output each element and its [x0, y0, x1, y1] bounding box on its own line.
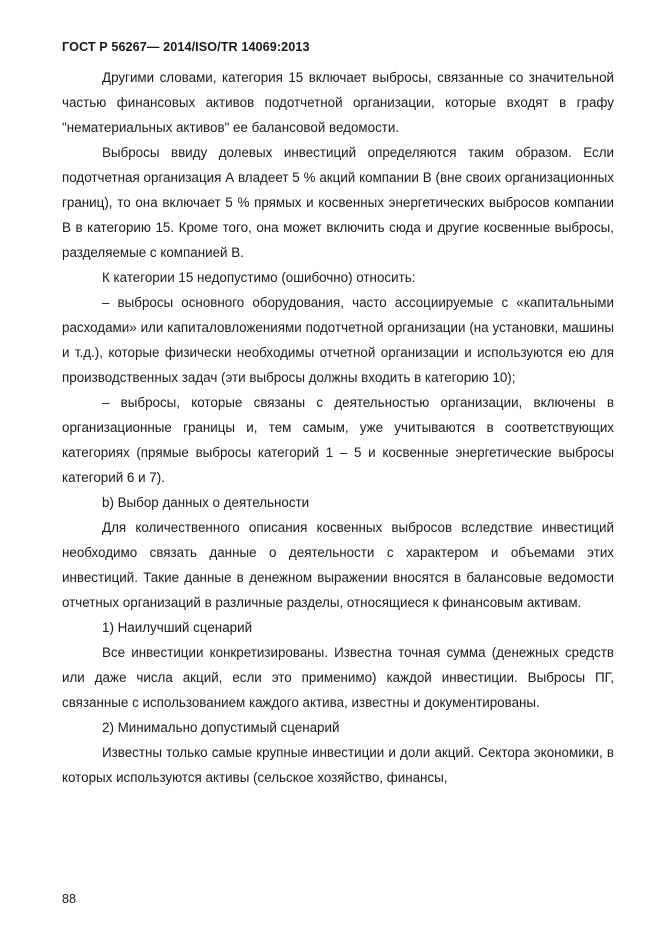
paragraph-equity-investments: Выбросы ввиду долевых инвестиций определяются таким образом. Если подотчетная организация А владеет 5 % акций компании В (вне своих организационных границ), то она включает 5 % прямых и косвенных энергетических выбросов компании В в категорию 15. Кроме того, она может включить сюда и другие косвенные выбросы, разделяемые с компанией В. [62, 145, 614, 260]
page-number: 88 [62, 892, 77, 906]
subheading-best-scenario: 1) Наилучший сценарий [102, 620, 253, 635]
document-header: ГОСТ Р 56267— 2014/ISO/TR 14069:2013 [62, 40, 310, 54]
paragraph-activity-data: Для количественного описания косвенных выбросов вследствие инвестиций необходимо связать данные о деятельности с характером и объемами этих инвестиций. Такие данные в денежном выражении вносятся в балансовые ведомости отчетных организаций в различные разделы, относящиеся к финансовым активам. [62, 520, 614, 610]
section-heading-activity-data: b) Выбор данных о деятельности [102, 495, 310, 510]
subheading-minimum-scenario: 2) Минимально допустимый сценарий [102, 720, 340, 735]
paragraph-category-15-definition: Другими словами, категория 15 включает выбросы, связанные со значительной частью финансовых активов подотчетной организации, которые входят в графу "нематериальных активов" ее балансовой ведомости. [62, 70, 614, 135]
paragraph-best-scenario: Все инвестиции конкретизированы. Известна точная сумма (денежных средств или даже числа акций, если это применимо) каждой инвестиции. Выбросы ПГ, связанные с использованием каждого актива, известны и документированы. [62, 645, 614, 710]
list-item-capital-equipment: – выбросы основного оборудования, часто ассоциируемые с «капитальными расходами» или капиталовложениями подотчетной организации (на установки, машины и т.д.), которые физически необходимы отчетной организации и используются ею для производственных задач (эти выбросы должны входить в категорию 10); [62, 295, 614, 385]
list-item-organizational-boundaries: – выбросы, которые связаны с деятельностью организации, включены в организационные границы и, тем самым, уже учитываются в соответствующих категориях (прямые выбросы категорий 1 – 5 и косвенные энергетические выбросы категорий 6 и 7). [62, 395, 614, 485]
page-body [62, 65, 614, 790]
paragraph-exclusions-intro: К категории 15 недопустимо (ошибочно) относить: [102, 270, 416, 285]
paragraph-minimum-scenario: Известны только самые крупные инвестиции и доли акций. Сектора экономики, в которых используются активы (сельское хозяйство, финансы, [62, 745, 614, 785]
